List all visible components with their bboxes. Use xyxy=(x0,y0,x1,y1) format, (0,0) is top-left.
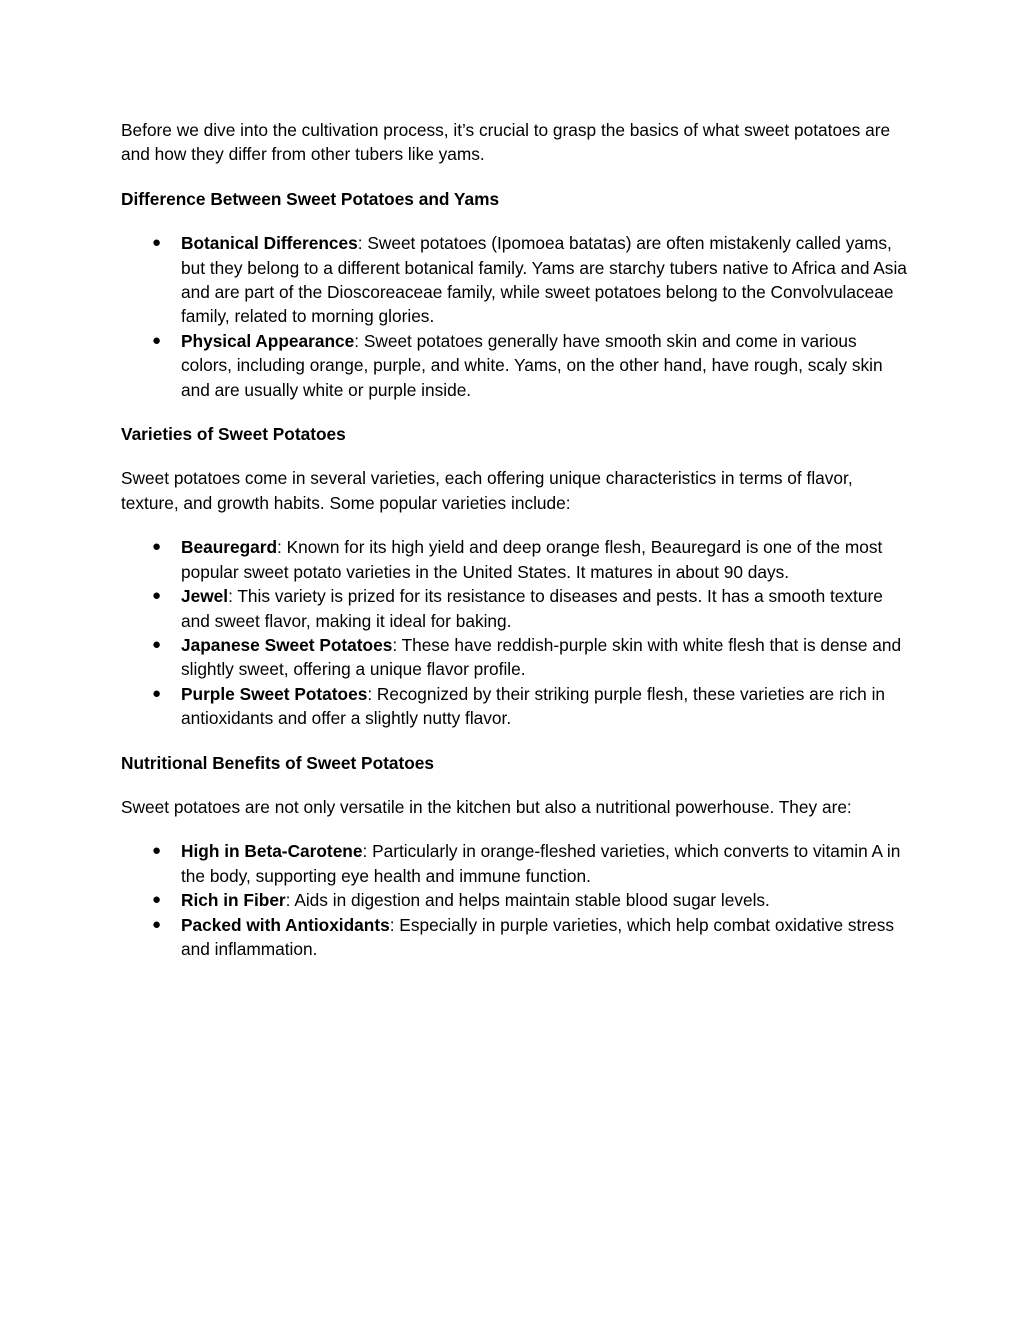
bullet-icon: ● xyxy=(152,842,162,860)
list-item xyxy=(121,584,911,633)
bullet-icon: ● xyxy=(152,635,162,653)
bullet-icon: ● xyxy=(152,331,162,349)
bullet-icon: ● xyxy=(152,538,162,556)
bullet-icon: ● xyxy=(152,587,162,605)
list-item xyxy=(121,231,911,329)
list-item-term: High in Beta-Carotene xyxy=(181,841,363,862)
spacer xyxy=(121,167,911,187)
bullet-icon: ● xyxy=(152,915,162,933)
list-item xyxy=(121,633,911,682)
list-item xyxy=(121,682,911,731)
list-item-text: : Known for its high yield and deep orange flesh, Beauregard is one of the most popular sweet potato varieties in the United States. It matures in about 90 days. xyxy=(181,537,883,582)
spacer xyxy=(121,211,911,231)
section-heading-nutrition: Nutritional Benefits of Sweet Potatoes xyxy=(121,752,435,773)
section-heading-varieties: Varieties of Sweet Potatoes xyxy=(121,424,346,445)
list-item-term: Purple Sweet Potatoes xyxy=(181,683,368,704)
spacer xyxy=(121,402,911,422)
list-item-text: : This variety is prized for its resistance to diseases and pests. It has a smooth texture and sweet flavor, making it ideal for baking. xyxy=(181,586,883,631)
bullet-icon: ● xyxy=(152,234,162,252)
spacer xyxy=(121,731,911,751)
list-item-text: : Especially in purple varieties, which help combat oxidative stress and inflammation. xyxy=(181,914,894,959)
spacer xyxy=(121,819,911,839)
list-item xyxy=(121,913,911,962)
list-item-text: : Sweet potatoes (Ipomoea batatas) are often mistakenly called yams, but they belong to a different botanical family. Yams are starchy tubers native to Africa and Asia and are part of the Dioscoreaceae family, while sweet potatoes belong to the Convolvulaceae family, related to morning glories. xyxy=(181,233,907,327)
list-item-term: Beauregard xyxy=(181,537,278,558)
list-item-term: Botanical Differences xyxy=(181,233,358,254)
spacer xyxy=(121,775,911,795)
list-item-text: : Aids in digestion and helps maintain stable blood sugar levels. xyxy=(285,890,770,911)
list-item-text: : Recognized by their striking purple flesh, these varieties are rich in antioxidants and offer a slightly nutty flavor. xyxy=(181,683,886,729)
bullet-icon: ● xyxy=(152,891,162,909)
varieties-list xyxy=(121,535,911,730)
list-item-term: Physical Appearance xyxy=(181,330,355,351)
spacer xyxy=(121,446,911,466)
list-item xyxy=(121,329,911,402)
list-item xyxy=(121,535,911,584)
list-item-text: : These have reddish-purple skin with white flesh that is dense and slightly sweet, offering a unique flavor profile. xyxy=(181,634,902,680)
nutrition-list xyxy=(121,839,911,961)
list-item-text: : Particularly in orange-fleshed varieties, which converts to vitamin A in the body, supporting eye health and immune function. xyxy=(181,841,901,886)
list-item-text: : Sweet potatoes generally have smooth skin and come in various colors, including orange, purple, and white. Yams, on the other hand, have rough, scaly skin and are usually white or purple inside. xyxy=(181,330,883,400)
varieties-paragraph: Sweet potatoes come in several varieties, each offering unique characteristics in terms of flavor, texture, and growth habits. Some popular varieties include: xyxy=(121,468,853,513)
bullet-icon: ● xyxy=(152,684,162,702)
document-page xyxy=(121,118,911,961)
spacer xyxy=(121,515,911,535)
section-heading-differences: Difference Between Sweet Potatoes and Yams xyxy=(121,188,500,209)
differences-list xyxy=(121,231,911,402)
list-item-term: Japanese Sweet Potatoes xyxy=(181,634,393,655)
list-item xyxy=(121,888,911,912)
intro-paragraph: Before we dive into the cultivation process, it’s crucial to grasp the basics of what sweet potatoes are and how they differ from other tubers like yams. xyxy=(121,120,891,165)
list-item xyxy=(121,839,911,888)
list-item-term: Packed with Antioxidants xyxy=(181,914,390,935)
nutrition-paragraph: Sweet potatoes are not only versatile in the kitchen but also a nutritional powerhouse. They are: xyxy=(121,796,852,817)
list-item-term: Jewel xyxy=(181,586,229,607)
list-item-term: Rich in Fiber xyxy=(181,890,286,911)
